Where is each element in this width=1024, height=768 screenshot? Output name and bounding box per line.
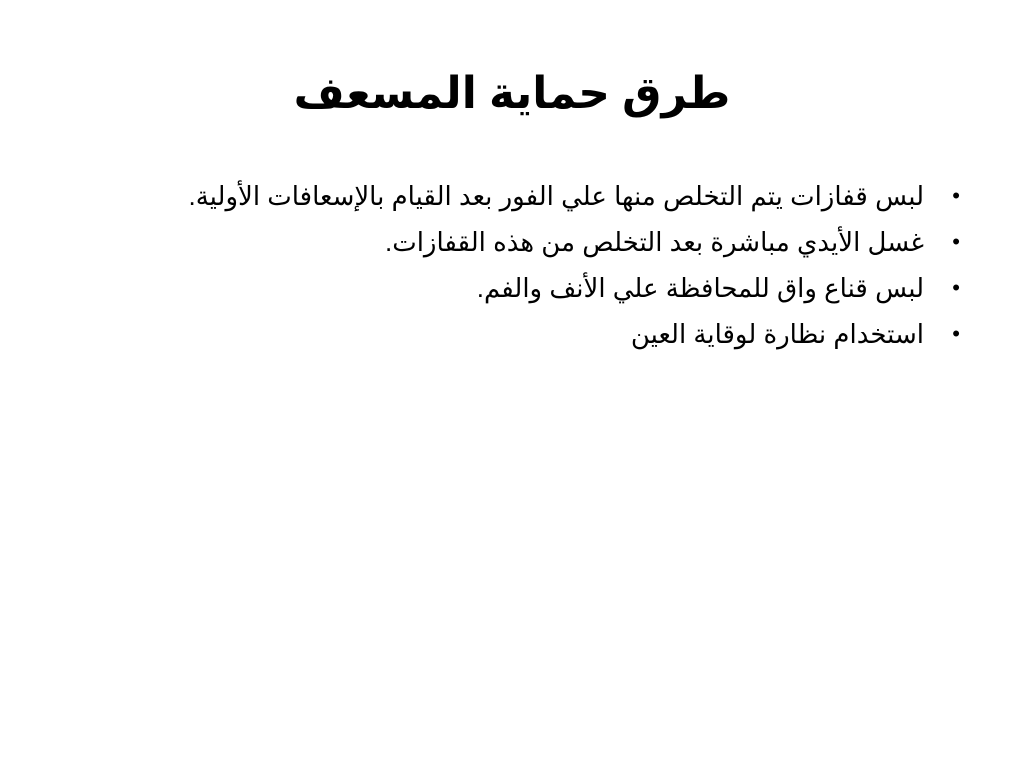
list-item [164, 226, 964, 258]
bullet-text: لبس قفازات يتم التخلص منها علي الفور بعد القيام بالإسعافات الأولية. [188, 181, 924, 211]
bullet-list [164, 180, 964, 364]
list-item [164, 318, 964, 350]
bullet-text: غسل الأيدي مباشرة بعد التخلص من هذه القفازات. [385, 227, 924, 257]
bullet-icon: • [952, 229, 960, 254]
slide-title: طرق حماية المسعف [293, 69, 731, 118]
bullet-text: استخدام نظارة لوقاية العين [630, 319, 924, 349]
bullet-icon: • [952, 321, 960, 346]
bullet-text: لبس قناع واق للمحافظة علي الأنف والفم. [476, 273, 924, 303]
bullet-icon: • [952, 275, 960, 300]
bullet-icon: • [952, 183, 960, 208]
list-item [164, 272, 964, 304]
list-item [164, 180, 964, 212]
